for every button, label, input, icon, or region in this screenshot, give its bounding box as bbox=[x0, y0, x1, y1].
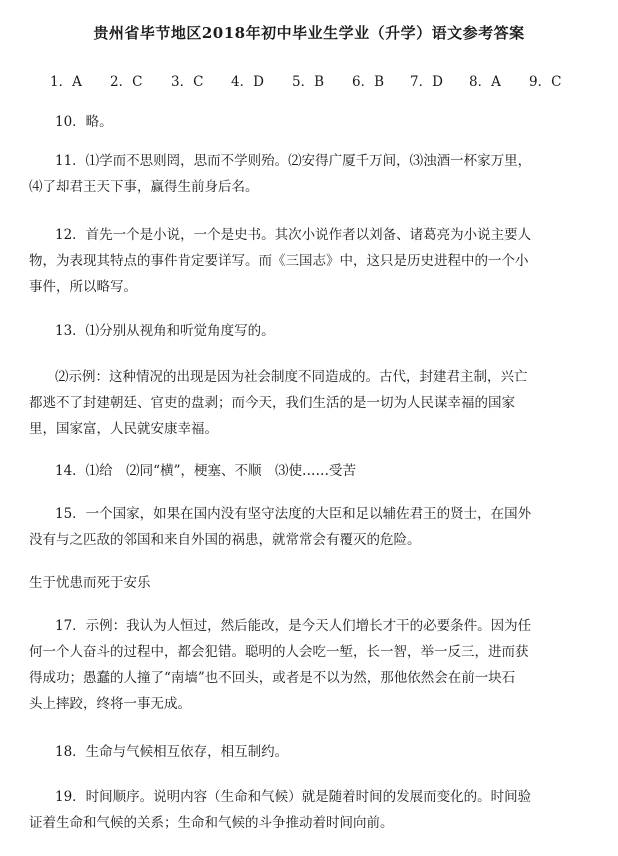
answer-13-part-1 bbox=[55, 318, 275, 344]
document-title: 贵州省毕节地区2018年初中毕业生学业（升学）语文参考答案 bbox=[93, 24, 525, 42]
answer-line: 19．时间顺序。说明内容（生命和气候）就是随着时间的发展而变化的。时间验 bbox=[55, 789, 532, 805]
mc-answer-5: 5．B bbox=[292, 74, 325, 90]
answer-line: 15．一个国家，如果在国内没有坚守法度的大臣和足以辅佐君王的贤士，在国外 bbox=[55, 506, 532, 522]
answer-12 bbox=[29, 222, 532, 300]
answer-line: ⑵示例：这种情况的出现是因为社会制度不同造成的。古代，封建君主制，兴亡 bbox=[55, 369, 528, 385]
answer-line: 13．⑴分别从视角和听觉角度写的。 bbox=[55, 323, 275, 339]
answer-19 bbox=[29, 784, 532, 836]
answer-line: 得成功；愚蠢的人撞了“南墙”也不回头，或者是不以为然，那他依然会在前一块石 bbox=[29, 670, 516, 686]
mc-answer-8: 8．A bbox=[469, 74, 501, 90]
mc-answer-4: 4．D bbox=[231, 74, 264, 90]
answer-17 bbox=[29, 613, 532, 717]
answer-line: 何一个人奋斗的过程中，都会犯错。聪明的人会吃一堑，长一智，举一反三，进而获 bbox=[29, 644, 529, 660]
answer-line: 17．示例：我认为人恒过，然后能改，是今天人们增长才干的必要条件。因为任 bbox=[55, 618, 532, 634]
answer-line: 证着生命和气候的关系；生命和气候的斗争推动着时间向前。 bbox=[29, 815, 394, 831]
mc-answer-6: 6．B bbox=[352, 74, 385, 90]
answer-10 bbox=[55, 109, 113, 135]
answer-line: 生于忧患而死于安乐 bbox=[29, 575, 151, 591]
mc-answer-1: 1．A bbox=[50, 74, 82, 90]
mc-answer-7: 7．D bbox=[410, 74, 443, 90]
answer-14 bbox=[55, 458, 356, 484]
answer-line: 头上摔跤，终将一事无成。 bbox=[29, 696, 191, 712]
answer-line: 都逃不了封建朝廷、官吏的盘剥；而今天，我们生活的是一切为人民谋幸福的国家 bbox=[29, 395, 515, 411]
mc-answer-2: 2．C bbox=[110, 74, 143, 90]
answer-line: 14．⑴给 ⑵同“横”，梗塞、不顺 ⑶使……受苦 bbox=[55, 463, 356, 479]
answer-13-part-2 bbox=[29, 364, 528, 442]
answer-16 bbox=[29, 570, 151, 596]
answer-line: 10．略。 bbox=[55, 114, 113, 130]
mc-answer-3: 3．C bbox=[171, 74, 204, 90]
answer-line: 18．生命与气候相互依存，相互制约。 bbox=[55, 744, 289, 760]
multiple-choice-answers bbox=[50, 70, 570, 90]
answer-18 bbox=[55, 739, 288, 765]
answer-line: 没有与之匹敌的邻国和来自外国的祸患，就常常会有覆灭的危险。 bbox=[29, 532, 421, 548]
answer-line: 事件，所以略写。 bbox=[29, 279, 137, 295]
answer-line: 物，为表现其特点的事件肯定要详写。而《三国志》中，这只是历史进程中的一个小 bbox=[29, 253, 529, 269]
mc-answer-9: 9．C bbox=[529, 74, 562, 90]
answer-line: 12．首先一个是小说，一个是史书。其次小说作者以刘备、诸葛亮为小说主要人 bbox=[55, 227, 532, 243]
answer-11 bbox=[29, 148, 532, 200]
answer-line: 11．⑴学而不思则罔，思而不学则殆。⑵安得广厦千万间，⑶浊酒一杯家万里， bbox=[55, 153, 532, 169]
answer-line: 里，国家富，人民就安康幸福。 bbox=[29, 421, 218, 437]
answer-15 bbox=[29, 501, 532, 553]
answer-line: ⑷了却君王天下事，赢得生前身后名。 bbox=[29, 179, 259, 195]
